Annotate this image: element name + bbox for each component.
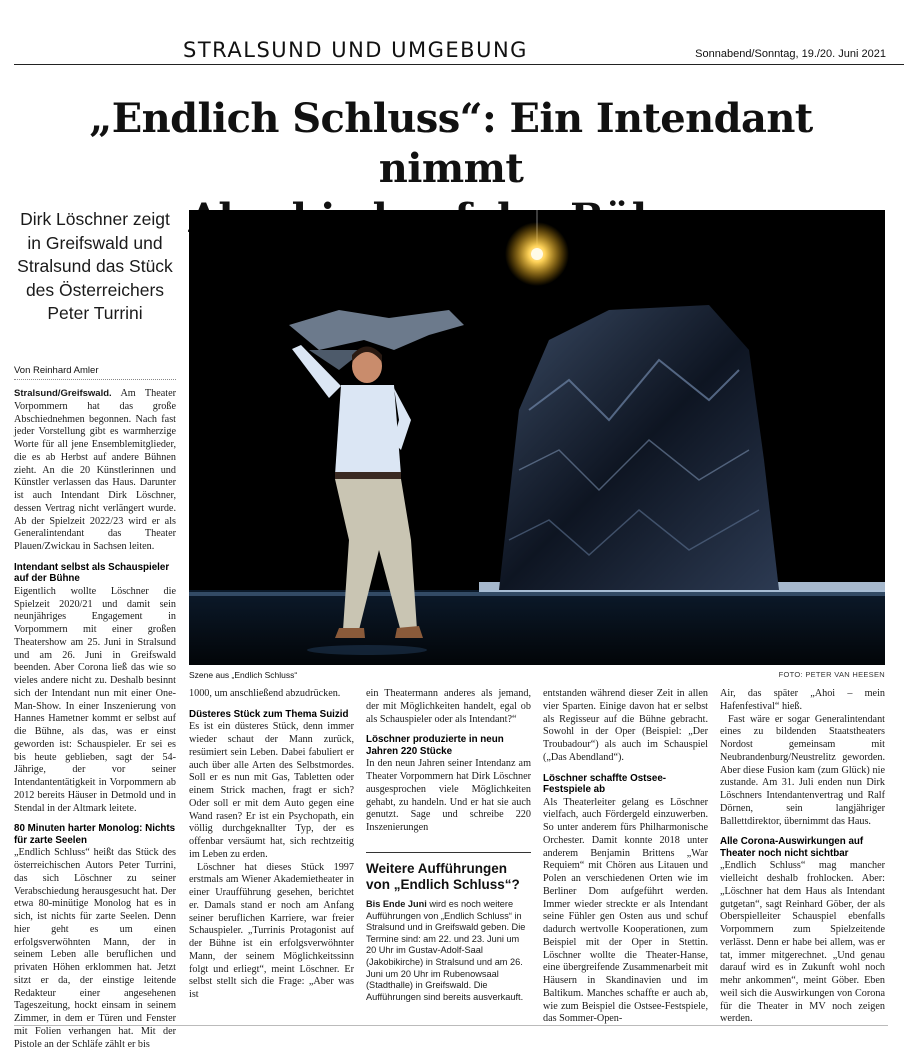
article-column-3: [366, 688, 531, 835]
headline-line-1: „Endlich Schluss“: Ein Intendant nimmt: [89, 95, 813, 192]
paragraph: In den neun Jahren seiner Intendanz am Theater Vorpommern hat Dirk Löschner ausgesprochen viele Möglichkeiten gehabt, zu handeln. Und er hat sie auch genutzt. Sage und schreibe 220 Inszenierungen: [366, 758, 531, 833]
stage-photo: [189, 210, 885, 665]
photo-caption: Szene aus „Endlich Schluss“: [189, 670, 298, 680]
subheading: Löschner produzierte in neun Jahren 220 Stücke: [366, 734, 504, 757]
subheading: Löschner schaffte Ostsee-Festspiele ab: [543, 772, 667, 795]
subheading: Düsteres Stück zum Thema Suizid: [189, 708, 349, 720]
subheading: 80 Minuten harter Monolog: Nichts für zarte Seelen: [14, 823, 176, 846]
subheading: Intendant selbst als Schauspieler auf der Bühne: [14, 561, 170, 585]
article-column-4: [543, 688, 708, 1026]
paragraph: Es ist ein düsteres Stück, denn immer wieder schaut der Mann zurück, resümiert sein Leben. Dabei fabuliert er auch über alle Arten des Selbstmordes. Soll er es nun mit Gas, Tabletten oder einem Strick machen, fragt er sich? Oder soll er mit dem Auto gegen eine Wand rasen? Er ist ein Psychopath, ein völlig durchgeknallter Typ, der es offenbar versäumt hat, sich rechtzeitig im Leben zu erden.: [189, 721, 354, 860]
paragraph: „Endlich Schluss“ heißt das Stück des österreichischen Autors Peter Turrini, das sich Löschner zu seiner Verabschiedung herausgesucht hat. Der etwa 80-minütige Monolog hat es in sich, ist nichts für zarte Seelen. Denn hier geht es um einen erfolgsverwöhnten Mann, der in seinem Leben alle beruflichen und privaten Höhen erklommen hat. Jetzt sitzt er da, der einstige leitende Redakteur einer angesehenen Tageszeitung, hockt einsam in seinem Zimmer, in dem er Türen und Fenster mit Folien verhangen hat. Mit der Pistole an der Schläfe zählt er bis: [14, 847, 176, 1050]
dateline: Stralsund/Greifswald.: [14, 388, 112, 399]
issue-date: Sonnabend/Sonntag, 19./20. Juni 2021: [695, 48, 886, 60]
header-rule: [14, 64, 904, 65]
subheadline: Dirk Löschner zeigt in Greifswald und Stralsund das Stück des Österreichers Peter Turrini: [17, 209, 173, 323]
paragraph: [14, 388, 176, 554]
paragraph: 1000, um anschließend abzudrücken.: [189, 688, 341, 699]
article-column-1: [14, 388, 176, 1051]
info-box-title: Weitere Aufführungen von „Endlich Schluss“?: [366, 861, 520, 892]
info-box-text: [366, 899, 531, 1003]
paragraph: „Endlich Schluss“ mag mancher vielleicht deshalb frohlocken. Aber: „Löschner hat dem Haus als Intendant gutgetan“, sagt Reinhard Göber, der als Oberspielleiter Schauspiel ebenfalls Vorpommern zum Spielzeitende verlässt. Denn er habe bei allem, was er tat, immer mitgerechnet. „Und genau darauf wird es in Zukunft wohl noch mehr ankommen“, meint Göber. Eben weil sich die Auswirkungen von Corona für die Theater in MV noch zeigen werden.: [720, 860, 885, 1025]
paragraph: Als Theaterleiter gelang es Löschner vielfach, auch Fördergeld einzuwerben. So unter anderem fürs Philharmonische Orchester. Damit konnte 2018 unter anderem Benjamin Brittens „War Requiem“ mit Chören aus Litauen und Polen an verschiedenen Orten wie im Berliner Dom aufgeführt werden. Immer wieder streckte er als Intendant seine Fühler gen Osten aus und schuf dadurch wertvolle Kooperationen, zum Beispiel mit der Oper in Stettin. Löschner wollte die Theater-Hanse, eine übergreifende Zusammenarbeit mit Häusern in Skandinavien und im Baltikum. Manches schaffte er auch ab, wie zum Beispiel die Ostsee-Festspiele, das Sommer-Open-: [543, 796, 708, 1025]
article-column-2: [189, 688, 354, 1002]
paragraph: Air, das später „Ahoi – mein Hafenfestival“ hieß.: [720, 688, 885, 712]
paragraph: ein Theatermann anderes als jemand, der mit Möglichkeiten handelt, egal ob als Schauspieler oder als Intendant?“: [366, 688, 531, 725]
subheading: Alle Corona-Auswirkungen auf Theater noch nicht sichtbar: [720, 836, 864, 859]
info-box: [366, 852, 531, 1003]
paragraph: entstanden während dieser Zeit in allen vier Sparten. Einige davon hat er selbst als Regisseur auf die Bühne gebracht. Sowohl in der Oper (Beispiel: „Der Troubadour“) als auch im Schauspiel („Das Abendland“).: [543, 688, 708, 763]
info-box-lead: Bis Ende Juni: [366, 899, 427, 909]
info-box-body: wird es noch weitere Aufführungen von „Endlich Schluss“ in Stralsund und in Greifswald geben. Die Termine sind: am 22. und 23. Juni um 20 Uhr im Gustav-Adolf-Saal (Jakobikirche) in Stralsund und am 26. Juni um 20 Uhr im Rubenowsaal (Stadthalle) in Greifswald. Die Aufführungen sind bereits ausverkauft.: [366, 899, 526, 1002]
section-title: STRALSUND UND UMGEBUNG: [183, 38, 528, 62]
paragraph: Löschner hat dieses Stück 1997 erstmals am Wiener Akademietheater in einer Uraufführung gesehen, berichtet er. Damals stand er noch am Anfang seiner beruflichen Karriere, war freier Schauspieler. „Turrinis Protagonist auf der Bühne ist ein erfolgsverwöhnter Mann, der seinem Möglichkeitssinn folgt und erliegt“, meint Löschner. Er selbst stellt sich die Frage: „Aber was ist: [189, 861, 354, 1000]
paragraph: Eigentlich wollte Löschner die Spielzeit 2020/21 und damit sein neunjähriges Engagement in Vorpommern mit einer großen Theatershow am 25. Juni in Stralsund und am 26. Juni in Greifswald beenden. Aber Corona ließ das wie so vieles andere nicht zu. Deshalb besinnt sich der Intendant nun mit einer One-Man-Show. In einer Inszenierung von Hannes Hametner kommt er selbst auf die Bühne, als das, was er einst geworden ist: Schauspieler. Er sei es bis heute geblieben, sagt der 54-Jährige, der vor seiner Intendantentätigkeit in Vorpommern ab 2012 bereits Häuser in Detmold und in Stendal in der Altmark leitete.: [14, 585, 176, 814]
paragraph: Fast wäre er sogar Generalintendant eines zu bildenden Staatstheaters Nordost gemeinsam mit Neubrandenburg/Neustrelitz geworden. Aber diese Fusion kam (zum Glück) nie zustande. Am 31. Juli enden nun Dirk Löschners Intendantenvertrag und Ralf Dörnen, sein langjähriger Ballettdirektor, übernimmt das Haus.: [720, 713, 885, 827]
footer-rule: [14, 1025, 888, 1026]
photo-credit: FOTO: PETER VAN HEESEN: [778, 670, 885, 679]
article-column-5: [720, 688, 885, 1026]
byline: Von Reinhard Amler: [14, 365, 176, 380]
paragraph-text: Am Theater Vorpommern hat das große Abschiednehmen begonnen. Nach fast jeder Vorstellung gibt es warmherzige Worte für all jene Ensemblemitglieder, die es ab Herbst auf andere Bühnen zieht. An die 20 Künstlerinnen und Künstler verlassen das Haus. Darunter ist auch Intendant Dirk Löschner, dessen Vertrag nicht verlängert wurde. Ab der Spielzeit 2022/23 wird er als Generalintendant das Theater Plauen/Zwickau in Sachsen leiten.: [14, 388, 176, 552]
stage-photo-illustration: [189, 210, 885, 665]
